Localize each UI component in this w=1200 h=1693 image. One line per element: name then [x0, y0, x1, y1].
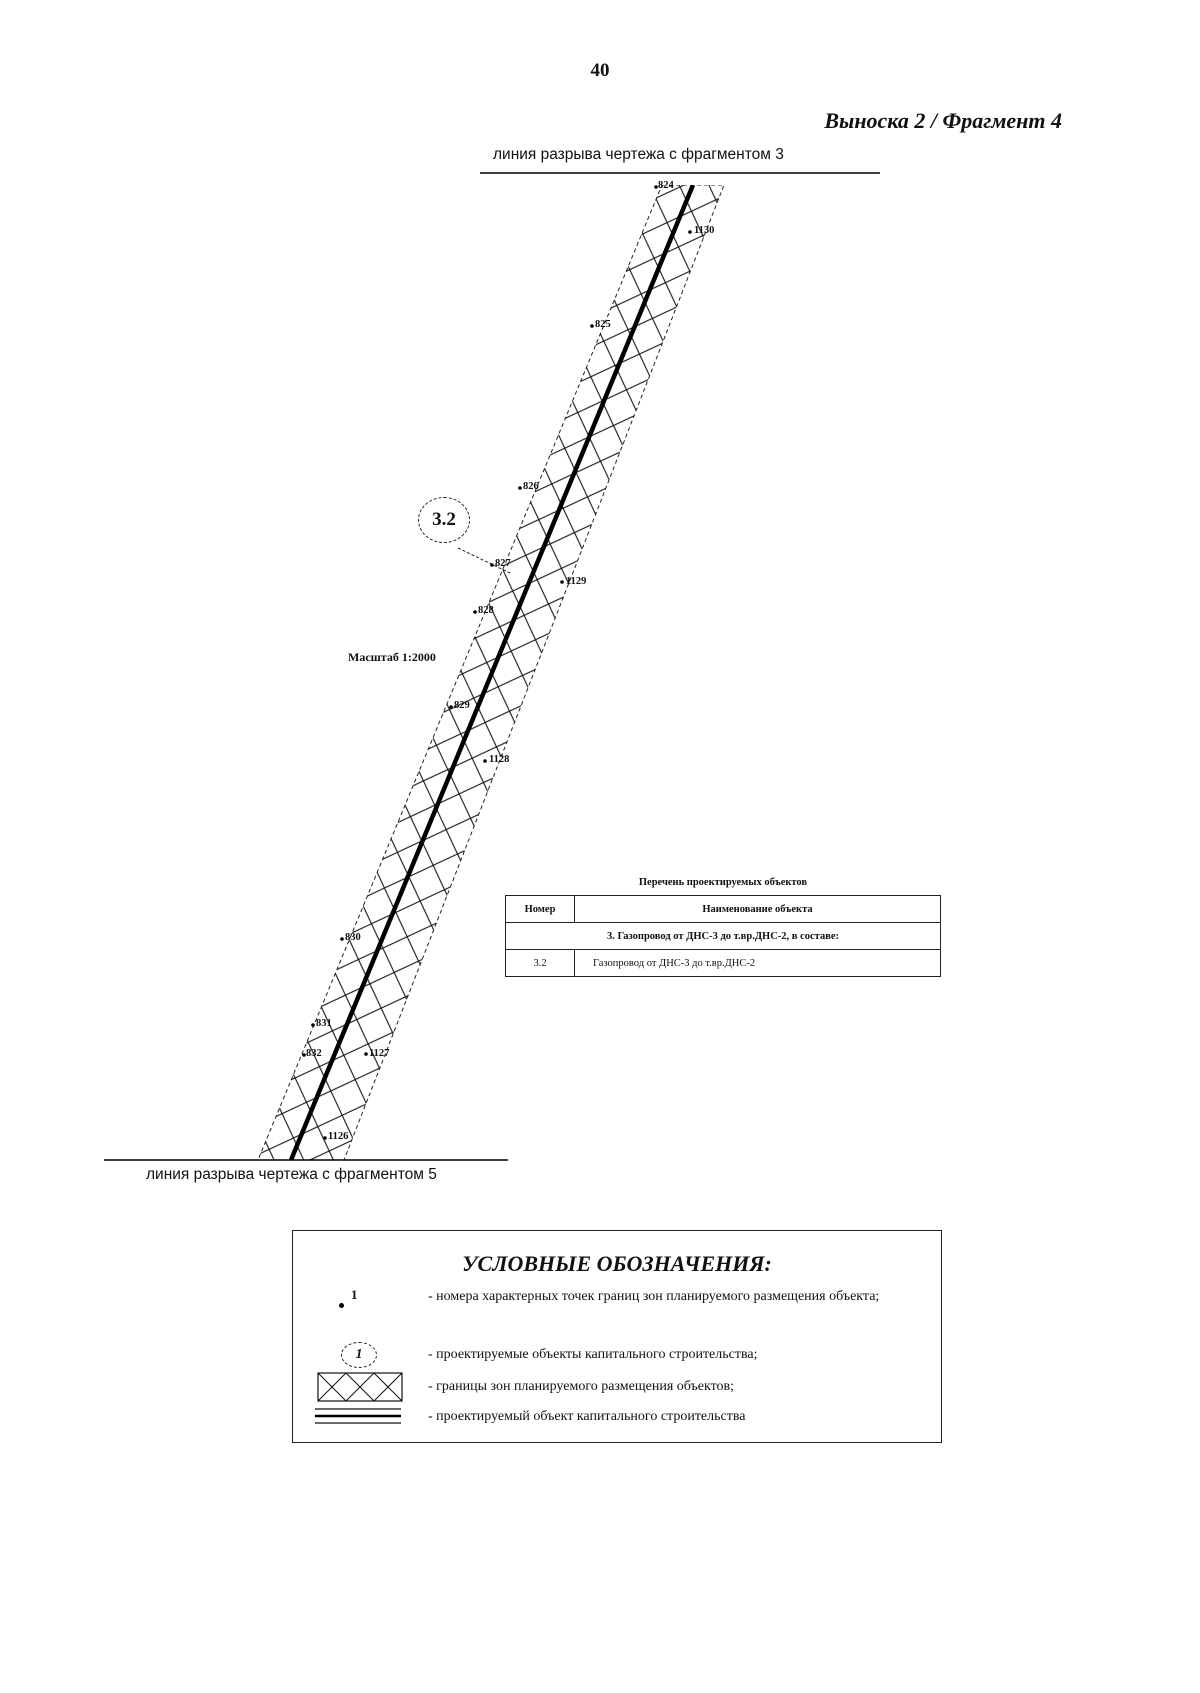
row-number-cell: 3.2: [506, 950, 575, 977]
legend-item-points: - номера характерных точек границ зон планируемого размещения объекта;: [428, 1289, 880, 1304]
point-dot-icon: [339, 1303, 344, 1308]
objects-table-title: Перечень проектируемых объектов: [638, 877, 808, 888]
point-label-832: 832: [306, 1048, 322, 1059]
legend-hatch-zone-icon: [317, 1372, 403, 1402]
break-line-bottom-label: линия разрыва чертежа с фрагментом 5: [146, 1166, 437, 1183]
legend-pipeline-icon: [315, 1407, 401, 1425]
point-label-826: 826: [523, 481, 539, 492]
point-label-1126: 1126: [328, 1131, 349, 1142]
point-label-828: 828: [478, 605, 494, 616]
point-label-825: 825: [595, 319, 611, 330]
table-group-row: [506, 923, 941, 950]
scale-label: Масштаб 1:2000: [348, 650, 436, 664]
legend-point-number: 1: [351, 1287, 358, 1302]
point-label-1129: 1129: [566, 576, 587, 587]
point-label-1128: 1128: [489, 754, 510, 765]
point-label-831: 831: [316, 1018, 332, 1029]
point-label-829: 829: [454, 700, 470, 711]
callout-title: Выноска 2 / Фрагмент 4: [824, 108, 1062, 133]
break-line-top-label: линия разрыва чертежа с фрагментом 3: [493, 146, 784, 163]
objects-table: [505, 895, 941, 977]
point-label-1130: 1130: [694, 225, 715, 236]
table-header-row: [506, 896, 941, 923]
legend-item-zones: - границы зон планируемого размещения объектов;: [428, 1379, 735, 1394]
legend-object-circle-icon: 1: [341, 1342, 377, 1368]
column-header-number: Номер: [506, 896, 575, 923]
table-row: [506, 950, 941, 977]
legend-title: УСЛОВНЫЕ ОБОЗНАЧЕНИЯ:: [462, 1251, 772, 1276]
object-number-circle: 3.2: [418, 497, 470, 543]
row-name-cell: Газопровод от ДНС-3 до т.вр.ДНС-2: [575, 950, 941, 977]
point-label-824: 824: [658, 180, 674, 191]
legend-point-symbol: [339, 1287, 379, 1317]
point-label-830: 830: [345, 932, 361, 943]
point-label-827: 827: [495, 558, 511, 569]
column-header-name: Наименование объекта: [575, 896, 941, 923]
group-row-cell: 3. Газопровод от ДНС-3 до т.вр.ДНС-2, в составе:: [506, 923, 941, 950]
gas-pipeline-line: [291, 185, 693, 1160]
point-label-1127: 1127: [369, 1048, 390, 1059]
legend-item-pipeline: - проектируемый объект капитального строительства: [428, 1409, 746, 1424]
legend-item-objects: - проектируемые объекты капитального строительства;: [428, 1347, 758, 1362]
page-number: 40: [590, 60, 610, 81]
legend-box: [292, 1230, 942, 1443]
